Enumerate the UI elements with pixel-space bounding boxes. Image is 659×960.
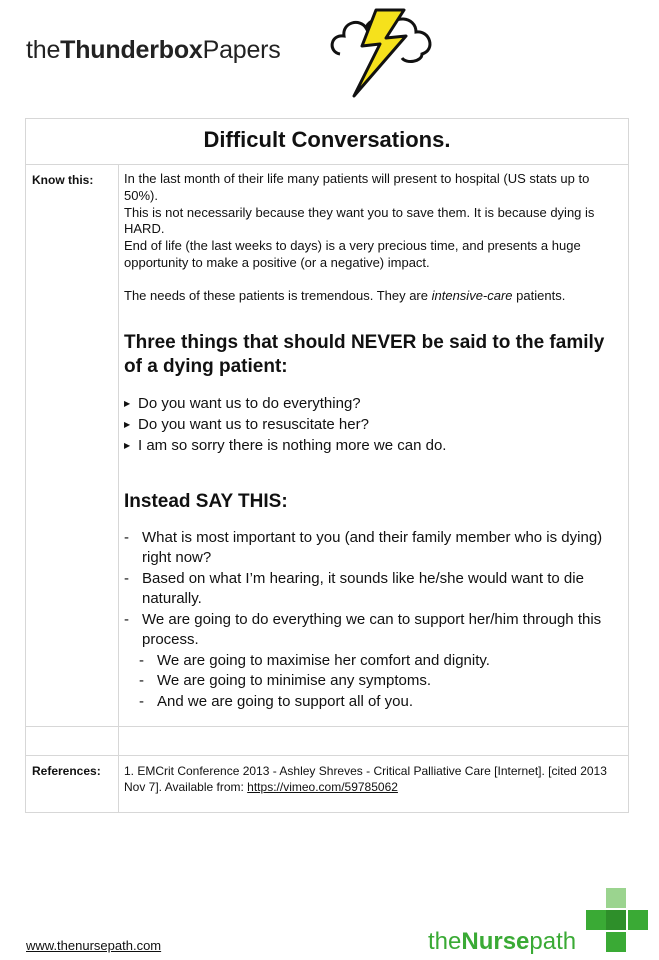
empty-cell — [26, 727, 119, 756]
say-this-heading: Instead SAY THIS: — [124, 490, 288, 512]
reference-entry: 1. EMCrit Conference 2013 - Ashley Shreves - Critical Palliative Care [Internet]. [cited 2013 Nov 7]. Available from: https://vimeo.com/59785062 — [119, 756, 629, 813]
brand-title: theThunderboxPapers — [26, 36, 281, 64]
know-this-content — [119, 165, 629, 727]
needs-paragraph: The needs of these patients is tremendous. They are intensive-care patients. — [124, 287, 566, 303]
never-list — [124, 393, 622, 456]
list-item: - Based on what I’m hearing, it sounds like he/she would want to die naturally. — [124, 569, 584, 608]
doc-title: Difficult Conversations. — [26, 119, 629, 165]
list-subitem: - We are going to minimise any symptoms. — [139, 672, 431, 690]
nursepath-logo: theNursepath — [428, 928, 577, 955]
storm-cloud-lightning-icon — [326, 6, 438, 98]
list-item: - We are going to do everything we can to support her/him through this process. — [124, 610, 602, 649]
say-this-list — [124, 528, 622, 713]
list-subitem: - We are going to maximise her comfort and dignity. — [139, 651, 490, 669]
list-item: ▶ Do you want us to resuscitate her? — [124, 415, 369, 433]
triangle-bullet-icon: ▶ — [124, 419, 131, 429]
intro-paragraph: In the last month of their life many patients will present to hospital (US stats up to 50%). — [124, 171, 590, 203]
list-item: ▶ I am so sorry there is nothing more we can do. — [124, 436, 447, 454]
list-item: - What is most important to you (and their family member who is dying) right now? — [124, 528, 603, 567]
know-this-label: Know this: — [26, 165, 119, 727]
list-item: ▶ Do you want us to do everything? — [124, 394, 361, 412]
intro-paragraph: This is not necessarily because they want you to save them. It is because dying is HARD. — [124, 204, 595, 237]
triangle-bullet-icon: ▶ — [124, 440, 131, 450]
never-heading: Three things that should NEVER be said to the family of a dying patient: — [124, 331, 605, 377]
list-subitem: - And we are going to support all of you. — [139, 692, 413, 710]
footer-website-link[interactable]: www.thenursepath.com — [26, 938, 162, 953]
empty-cell — [119, 727, 629, 756]
intro-paragraph: End of life (the last weeks to days) is a very precious time, and presents a huge opportunity to make a positive (or a negative) impact. — [124, 238, 581, 270]
document-table — [25, 118, 629, 813]
green-cross-icon — [586, 888, 648, 960]
references-label: References: — [26, 756, 119, 813]
triangle-bullet-icon: ▶ — [124, 398, 131, 408]
reference-link[interactable]: https://vimeo.com/59785062 — [247, 780, 398, 795]
